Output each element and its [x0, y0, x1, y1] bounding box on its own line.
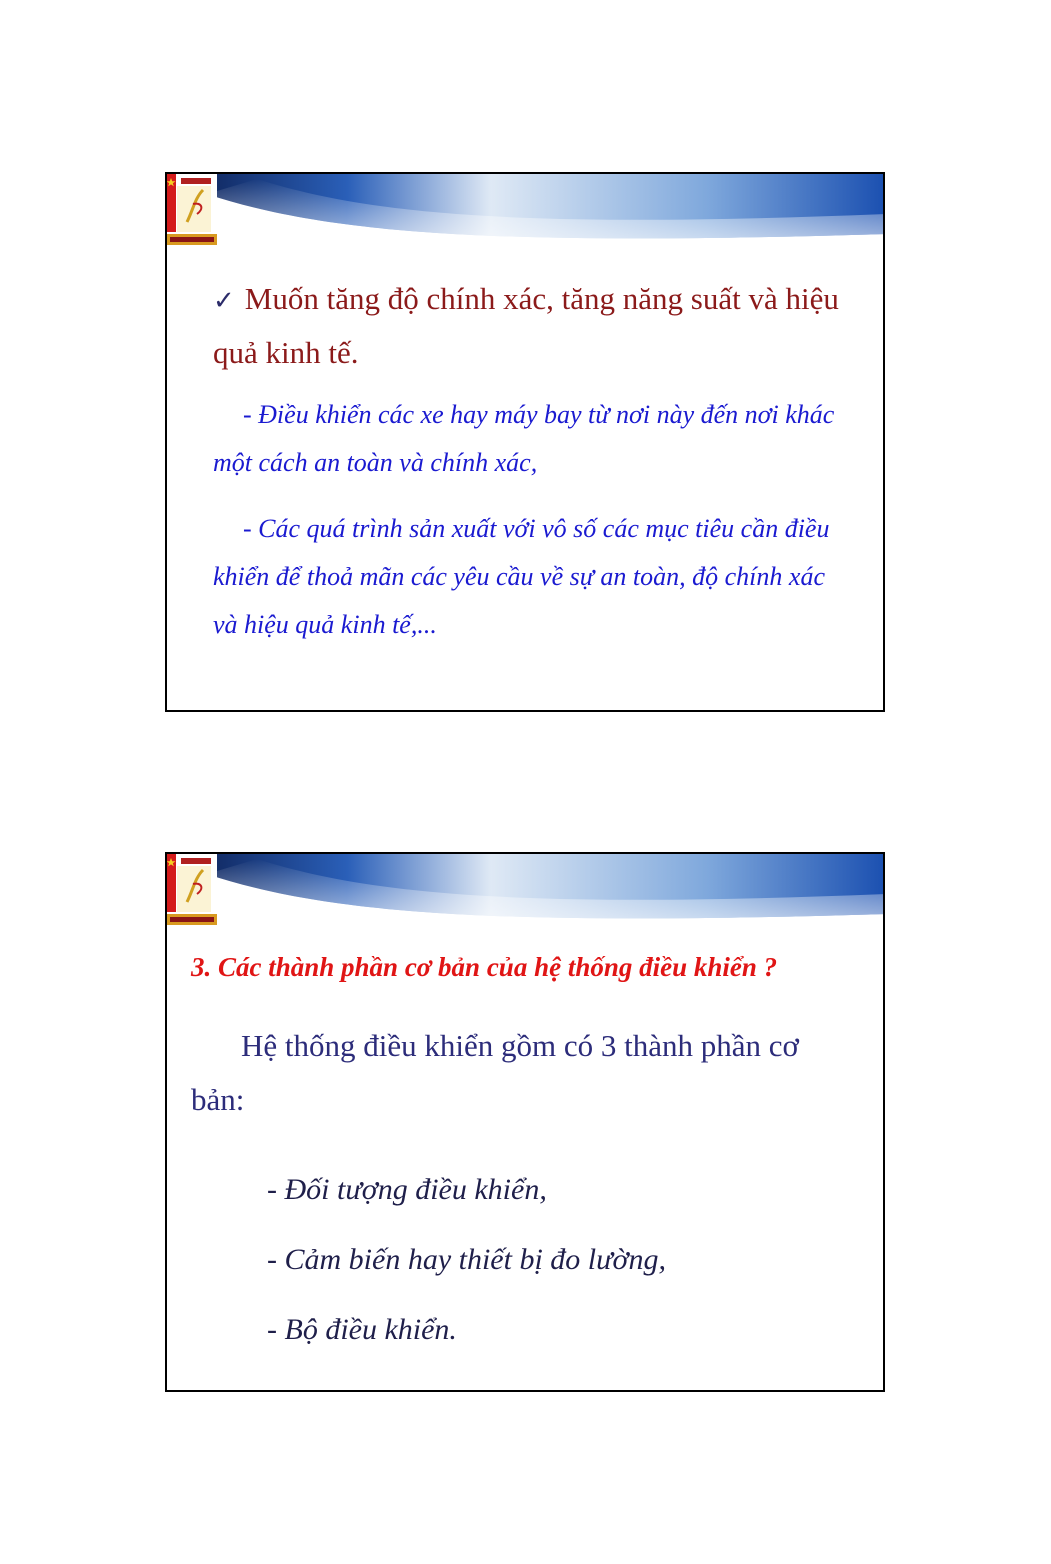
- university-logo-icon: [167, 174, 217, 245]
- list-item: - Cảm biến hay thiết bị đo lường,: [267, 1243, 666, 1276]
- slide-1-paragraph-1-text: - Điều khiển các xe hay máy bay từ nơi này đến nơi khác một cách an toàn và chính xác,: [213, 400, 835, 477]
- slide-1-heading: [213, 273, 853, 379]
- checkmark-icon: ✓: [213, 286, 235, 316]
- slide-1: [165, 172, 885, 712]
- slide-header-banner: [167, 854, 883, 925]
- slide-1-content: [167, 245, 883, 710]
- slide-2: [165, 852, 885, 1392]
- list-item: - Bộ điều khiển.: [267, 1313, 457, 1346]
- slide-header-banner: [167, 174, 883, 245]
- slide-1-paragraph-2-text: - Các quá trình sản xuất với vô số các mục tiêu cần điều khiển để thoả mãn các yêu cầu về sự an toàn, độ chính xác và hiệu quả kinh tế,...: [213, 514, 830, 639]
- slide-1-paragraph-1: [213, 391, 853, 487]
- slide-2-intro: [191, 1019, 831, 1127]
- slide-2-heading: 3. Các thành phần cơ bản của hệ thống điều khiển ?: [191, 952, 778, 982]
- components-list: [267, 1155, 666, 1365]
- slide-2-content: [167, 925, 883, 1390]
- slide-1-paragraph-2: [213, 505, 853, 649]
- slide-1-heading-text: Muốn tăng độ chính xác, tăng năng suất và hiệu quả kinh tế.: [213, 281, 839, 370]
- slide-2-intro-text: Hệ thống điều khiển gồm có 3 thành phần cơ bản:: [191, 1028, 799, 1117]
- university-logo-icon: [167, 854, 217, 925]
- list-item: - Đối tượng điều khiển,: [267, 1173, 547, 1206]
